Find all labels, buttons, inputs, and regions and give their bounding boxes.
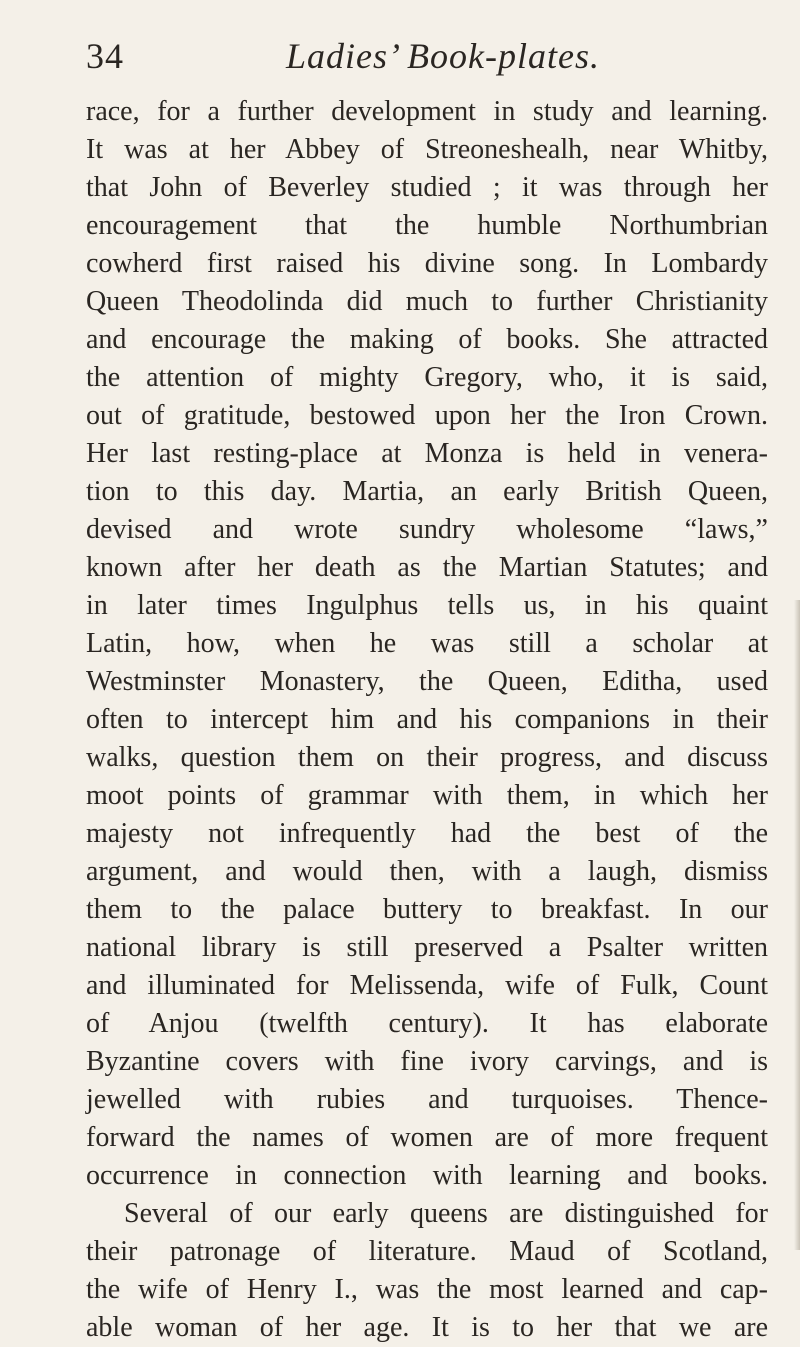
text-line: often to intercept him and his companions in their: [86, 704, 768, 735]
text-line: known after her death as the Martian Statutes; and: [86, 552, 768, 583]
body-text: [86, 93, 768, 1347]
text-line: national library is still preserved a Psalter written: [86, 932, 768, 963]
text-line: forward the names of women are of more frequent: [86, 1122, 768, 1153]
page-edge-shadow: [794, 600, 800, 1250]
text-line: out of gratitude, bestowed upon her the Iron Crown.: [86, 400, 768, 431]
text-line: jewelled with rubies and turquoises. Thence-: [86, 1084, 768, 1115]
text-line: argument, and would then, with a laugh, dismiss: [86, 856, 768, 887]
text-line: It was at her Abbey of Streoneshealh, near Whitby,: [86, 134, 768, 165]
text-line: tion to this day. Martia, an early British Queen,: [86, 476, 768, 507]
text-line: walks, question them on their progress, and discuss: [86, 742, 768, 773]
running-title: Ladies’ Book-plates.: [286, 36, 600, 76]
text-line: the attention of mighty Gregory, who, it is said,: [86, 362, 768, 393]
text-line: Queen Theodolinda did much to further Christianity: [86, 286, 768, 317]
text-line: race, for a further development in study and learning.: [86, 96, 768, 127]
text-line: and illuminated for Melissenda, wife of Fulk, Count: [86, 970, 768, 1001]
text-line: Her last resting-place at Monza is held in venera-: [86, 438, 768, 469]
text-line-indented: Several of our early queens are distinguished for: [124, 1198, 768, 1229]
text-line: that John of Beverley studied ; it was through her: [86, 172, 768, 203]
page-number: 34: [86, 36, 124, 76]
text-line: Latin, how, when he was still a scholar at: [86, 628, 768, 659]
text-line: them to the palace buttery to breakfast. In our: [86, 894, 768, 925]
text-line: and encourage the making of books. She attracted: [86, 324, 768, 355]
text-line: in later times Ingulphus tells us, in his quaint: [86, 590, 768, 621]
text-line: moot points of grammar with them, in which her: [86, 780, 768, 811]
text-line: of Anjou (twelfth century). It has elaborate: [86, 1008, 768, 1039]
text-line: Westminster Monastery, the Queen, Editha, used: [86, 666, 768, 697]
running-head: [86, 28, 786, 84]
text-line: majesty not infrequently had the best of the: [86, 818, 768, 849]
text-line: devised and wrote sundry wholesome “laws,”: [86, 514, 768, 545]
text-line: the wife of Henry I., was the most learned and cap-: [86, 1274, 768, 1305]
text-line: encouragement that the humble Northumbrian: [86, 210, 768, 241]
text-line: Byzantine covers with fine ivory carvings, and is: [86, 1046, 768, 1077]
text-line: able woman of her age. It is to her that we are: [86, 1312, 768, 1343]
text-line: their patronage of literature. Maud of Scotland,: [86, 1236, 768, 1267]
text-line: cowherd first raised his divine song. In Lombardy: [86, 248, 768, 279]
text-line: occurrence in connection with learning and books.: [86, 1160, 768, 1191]
